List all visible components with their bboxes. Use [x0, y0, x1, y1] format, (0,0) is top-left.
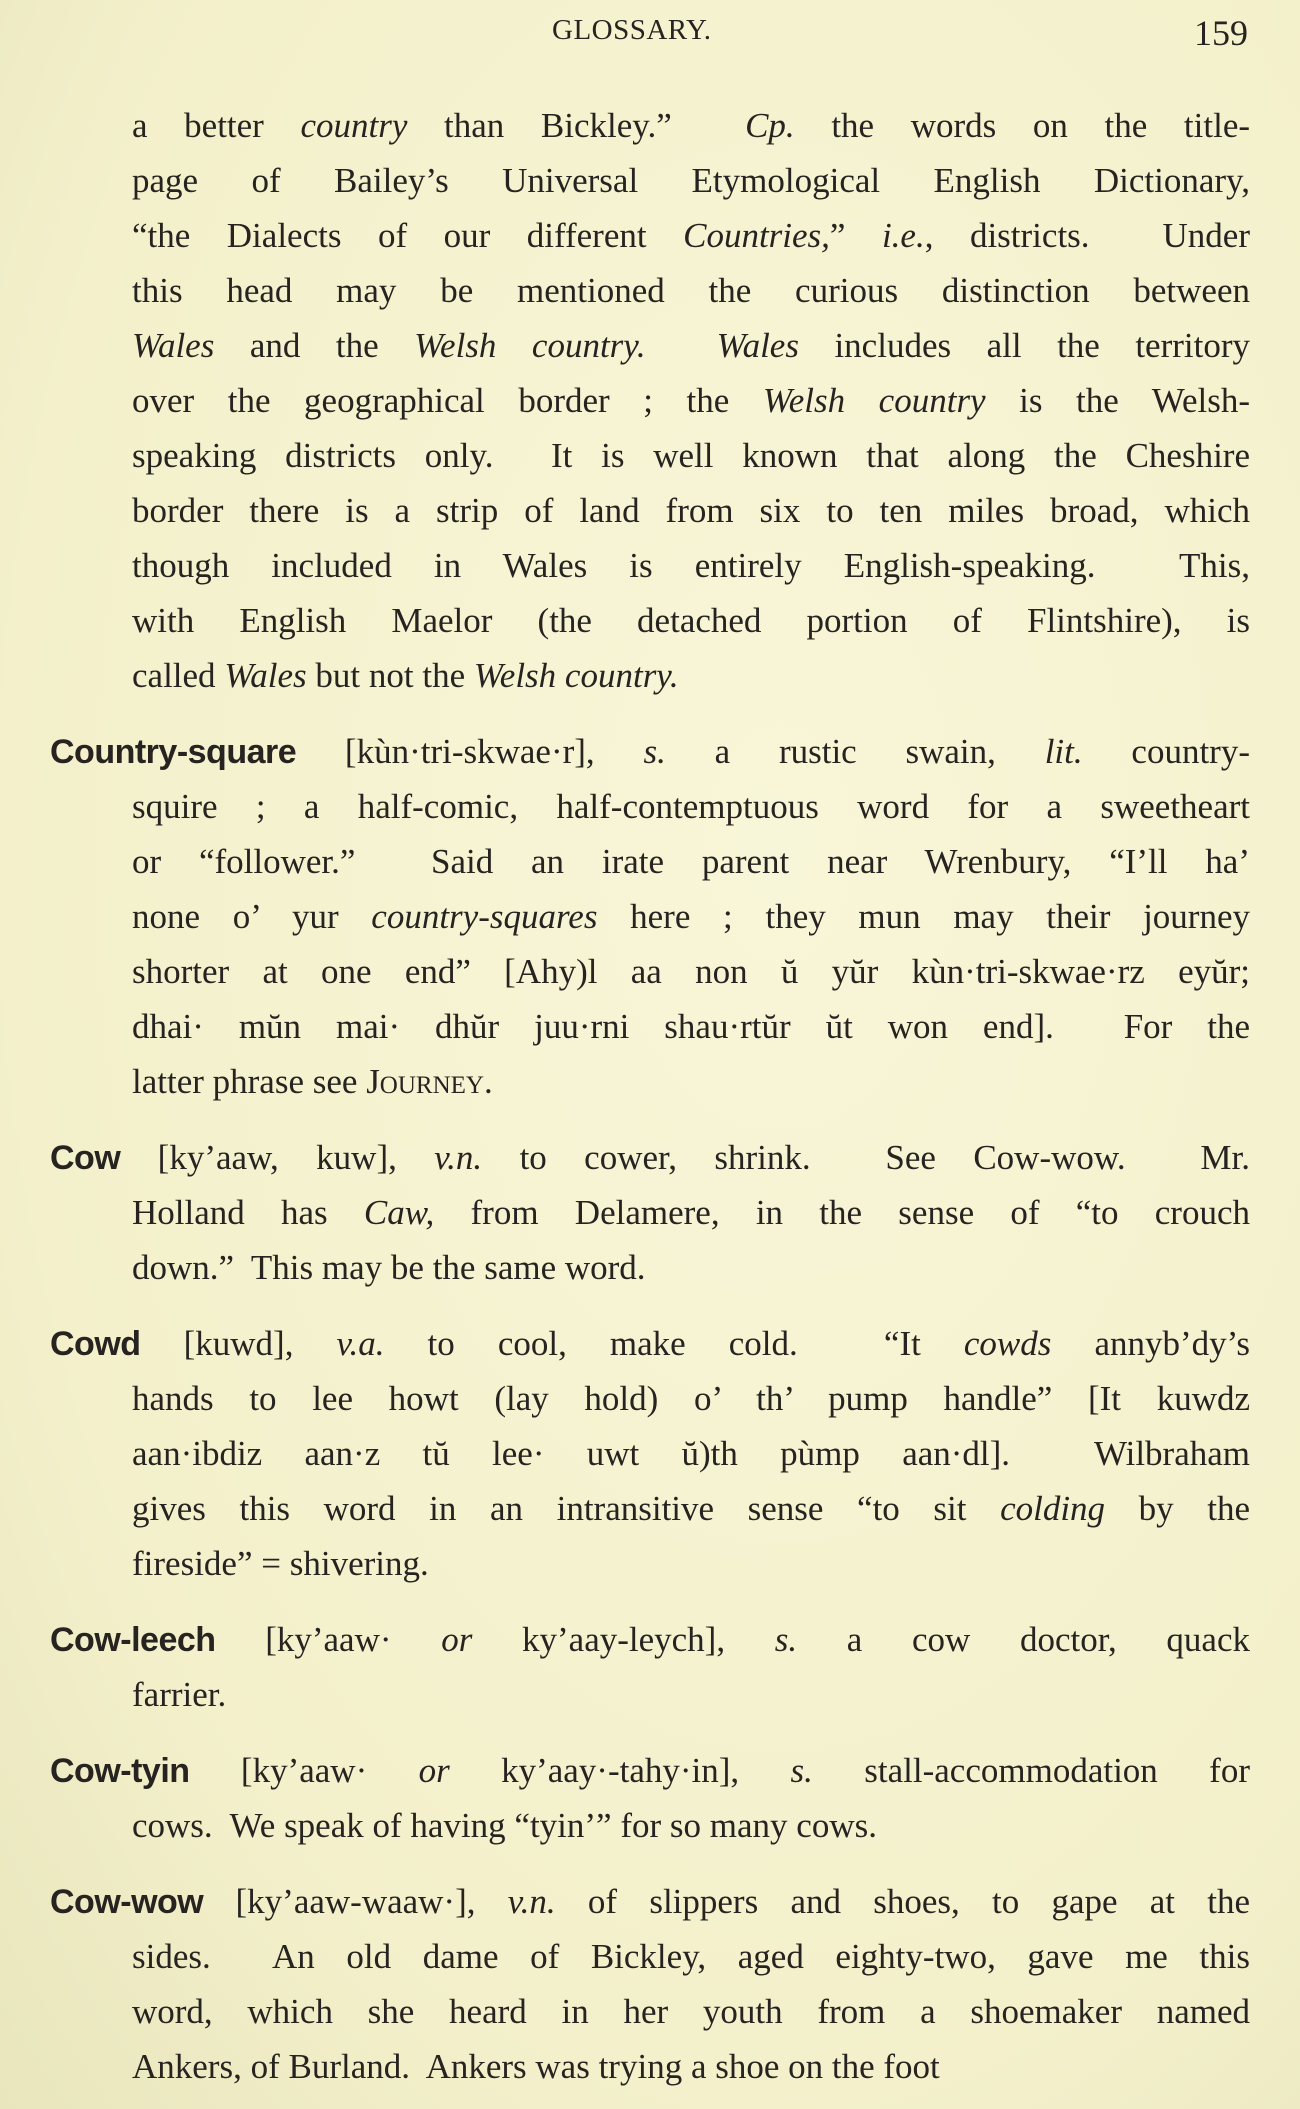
- text-segment: from Delamere, in the sense of “to crouch: [434, 1193, 1250, 1232]
- text-segment: called: [132, 656, 225, 695]
- text-segment: fireside” = shivering.: [132, 1544, 429, 1583]
- glossary-entry: [0, 1130, 1300, 1295]
- italic-text: Wales: [132, 326, 215, 365]
- page-number: 159: [1194, 13, 1248, 53]
- text-segment: Holland has: [132, 1193, 364, 1232]
- glossary-entry: [0, 1874, 1300, 2094]
- italic-text: s.: [643, 732, 666, 771]
- headword: Cow: [50, 1139, 121, 1177]
- text-segment: over the geographical border ; the: [132, 381, 763, 420]
- text-segment: latter phrase see: [132, 1062, 367, 1101]
- text-segment: [646, 326, 717, 365]
- text-line: [132, 1929, 1250, 1984]
- text-segment: [kuwd],: [140, 1324, 337, 1363]
- text-segment: annyb’dy’s: [1051, 1324, 1250, 1363]
- text-segment: country-: [1082, 732, 1250, 771]
- italic-text: or: [441, 1620, 473, 1659]
- italic-text: Caw,: [363, 1193, 435, 1232]
- glossary-entry: [0, 1316, 1300, 1591]
- italic-text: Welsh country.: [473, 656, 679, 695]
- text-line: [132, 1536, 1250, 1591]
- italic-text: Cp.: [745, 106, 795, 145]
- text-line: [132, 1426, 1250, 1481]
- text-segment: aan·ibdiz aan·z tŭ lee· uwt ŭ)th pùmp aan·dl]. Wilbraham: [132, 1434, 1250, 1473]
- text-line: [132, 1667, 1250, 1722]
- glossary-entry: [0, 724, 1300, 1109]
- text-line: [132, 1798, 1250, 1853]
- text-segment: a rustic swain,: [665, 732, 1045, 771]
- italic-text: colding: [1000, 1489, 1106, 1528]
- text-line: [132, 428, 1250, 483]
- text-segment: includes all the territory: [798, 326, 1250, 365]
- text-segment: is the Welsh-: [985, 381, 1250, 420]
- text-segment: ”: [829, 216, 882, 255]
- text-line: [50, 1130, 1250, 1185]
- text-segment: and the: [214, 326, 415, 365]
- text-segment: by the: [1105, 1489, 1250, 1528]
- text-segment: to cool, make cold. “It: [384, 1324, 964, 1363]
- text-segment: though included in Wales is entirely English-speaking. This,: [132, 546, 1250, 585]
- text-segment: of slippers and shoes, to gape at the: [555, 1882, 1251, 1921]
- italic-text: lit.: [1044, 732, 1083, 771]
- glossary-entry: [0, 1612, 1300, 1722]
- text-segment: [ky’aaw·: [215, 1620, 442, 1659]
- text-segment: border there is a strip of land from six to ten miles broad, which: [132, 491, 1250, 530]
- text-line: [50, 724, 1250, 779]
- text-segment: word, which she heard in her youth from a shoemaker named: [132, 1992, 1250, 2031]
- text-segment: or “follower.” Said an irate parent near Wrenbury, “I’ll ha’: [132, 842, 1250, 881]
- text-segment: cows. We speak of having “tyin’” for so many cows.: [132, 1806, 877, 1845]
- italic-text: s.: [790, 1751, 813, 1790]
- text-segment: dhai· mŭn mai· dhŭr juu·rni shau·rtŭr ŭt won end]. For the: [132, 1007, 1250, 1046]
- text-line: [132, 1481, 1250, 1536]
- text-segment: a cow doctor, quack: [797, 1620, 1250, 1659]
- text-segment: than Bickley.”: [407, 106, 746, 145]
- italic-text: v.a.: [336, 1324, 385, 1363]
- running-title: GLOSSARY.: [552, 14, 712, 46]
- text-line: [132, 98, 1250, 153]
- text-line: [50, 1874, 1250, 1929]
- text-line: [132, 208, 1250, 263]
- italic-text: country-squares: [371, 897, 598, 936]
- text-line: [132, 263, 1250, 318]
- text-segment: [ky’aaw-waaw·],: [203, 1882, 508, 1921]
- text-segment: shorter at one end” [Ahy)l aa non ŭ yŭr kùn·tri-skwae·rz eyŭr;: [132, 952, 1250, 991]
- text-segment: [kùn·tri-skwae·r],: [296, 732, 644, 771]
- text-segment: ky’aay·-tahy·in],: [449, 1751, 791, 1790]
- text-line: [132, 593, 1250, 648]
- text-segment: hands to lee howt (lay hold) o’ th’ pump handle” [It kuwdz: [132, 1379, 1250, 1418]
- italic-text: or: [418, 1751, 450, 1790]
- italic-text: Welsh country: [762, 381, 986, 420]
- text-line: [50, 1743, 1250, 1798]
- text-segment: here ; they mun may their journey: [597, 897, 1250, 936]
- text-segment: Ankers, of Burland. Ankers was trying a shoe on the foot: [132, 2047, 940, 2086]
- italic-text: s.: [774, 1620, 798, 1659]
- text-segment: speaking districts only. It is well known that along the Cheshire: [132, 436, 1250, 475]
- italic-text: country: [300, 106, 408, 145]
- continued-paragraph: [0, 98, 1300, 703]
- italic-text: i.e.: [881, 216, 925, 255]
- text-line: [50, 1316, 1250, 1371]
- text-line: [132, 944, 1250, 999]
- italic-text: v.n.: [434, 1138, 483, 1177]
- italic-text: Wales: [224, 656, 307, 695]
- headword: Cow-tyin: [50, 1752, 190, 1790]
- italic-text: v.n.: [507, 1882, 556, 1921]
- text-line: [132, 1984, 1250, 2039]
- text-line: [132, 1371, 1250, 1426]
- headword: Country-square: [50, 733, 297, 771]
- text-line: [132, 999, 1250, 1054]
- glossary-body: [0, 98, 1300, 2094]
- text-line: [132, 153, 1250, 208]
- page-header: [0, 14, 1300, 54]
- text-line: [132, 2039, 1250, 2094]
- text-segment: down.” This may be the same word.: [132, 1248, 646, 1287]
- text-line: [132, 648, 1250, 703]
- text-line: [132, 889, 1250, 944]
- text-segment: farrier.: [132, 1675, 227, 1714]
- glossary-entry: [0, 1743, 1300, 1853]
- text-segment: stall-accommodation for: [812, 1751, 1250, 1790]
- text-segment: [ky’aaw·: [189, 1751, 419, 1790]
- text-line: [132, 373, 1250, 428]
- headword: Cowd: [50, 1325, 141, 1363]
- text-segment: gives this word in an intransitive sense “to sit: [132, 1489, 1001, 1528]
- italic-text: Wales: [716, 326, 799, 365]
- text-segment: to cower, shrink. See Cow-wow. Mr.: [482, 1138, 1250, 1177]
- text-segment: the words on the title-: [794, 106, 1251, 145]
- text-line: [132, 538, 1250, 593]
- text-segment: with English Maelor (the detached portion of Flintshire), is: [132, 601, 1250, 640]
- cross-reference: Journey.: [366, 1062, 493, 1101]
- text-segment: none o’ yur: [132, 897, 372, 936]
- text-line: [50, 1612, 1250, 1667]
- text-segment: [ky’aaw, kuw],: [120, 1138, 435, 1177]
- text-segment: but not the: [306, 656, 474, 695]
- text-line: [132, 779, 1250, 834]
- text-segment: this head may be mentioned the curious distinction between: [132, 271, 1250, 310]
- text-segment: ky’aay-leych],: [472, 1620, 775, 1659]
- text-line: [132, 483, 1250, 538]
- italic-text: cowds: [963, 1324, 1052, 1363]
- text-segment: “the Dialects of our different: [132, 216, 684, 255]
- italic-text: Welsh country.: [414, 326, 646, 365]
- text-segment: sides. An old dame of Bickley, aged eighty-two, gave me this: [132, 1937, 1250, 1976]
- text-segment: a better: [132, 106, 301, 145]
- italic-text: Countries,: [683, 216, 830, 255]
- headword: Cow-wow: [50, 1883, 204, 1921]
- text-line: [132, 318, 1250, 373]
- text-segment: page of Bailey’s Universal Etymological English Dictionary,: [132, 161, 1250, 200]
- text-segment: , districts. Under: [924, 216, 1250, 255]
- text-line: [132, 834, 1250, 889]
- text-line: [132, 1054, 1250, 1109]
- text-line: [132, 1185, 1250, 1240]
- headword: Cow-leech: [50, 1621, 216, 1659]
- text-segment: squire ; a half-comic, half-contemptuous word for a sweetheart: [132, 787, 1250, 826]
- text-line: [132, 1240, 1250, 1295]
